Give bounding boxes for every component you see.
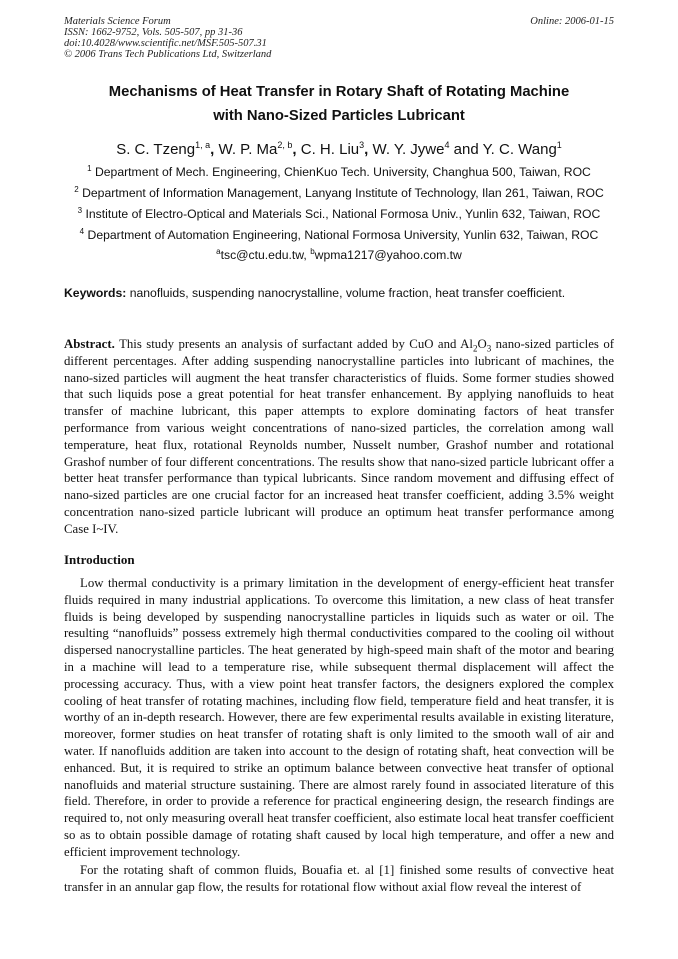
- running-header-left: [64, 16, 394, 60]
- section-heading-introduction: Introduction: [64, 552, 135, 567]
- affiliation-4: [30, 227, 648, 243]
- email-sup: a: [216, 246, 221, 256]
- keywords-text: nanofluids, suspending nanocrystalline, volume fraction, heat transfer coefficient.: [129, 286, 566, 300]
- affiliation-number: 3: [77, 205, 83, 215]
- affiliation-number: 1: [87, 163, 92, 173]
- affiliation-text: Department of Automation Engineering, National Formosa University, Yunlin 632, Taiwan, ROC: [87, 228, 599, 242]
- intro-paragraph-1: Low thermal conductivity is a primary limitation in the development of energy-efficient heat transfer fluids required in many industrial applications. To overcome this limitation, a new class of heat transfer fluids is being developed by suspending nanocrystalline particles in liquids such as water or oil. The resulting “nanofluids” possess extremely high thermal conductivities compared to the cooling oil without dispersed nanocrystalline particles. The heat generated by high-speed main shaft of the motor and bearing in a machine will lead to a temperature rise, while subsequent thermal displacement will affect the processing accuracy. Thus, with a view point heat transfer factors, the designers explored the complex cooling of heat transfer of rotating machines, including flow field, temperature field and heat transfer, it is worthy of an in-depth research. However, there are few experimental results available in existing literature, moreover, former studies on heat transfer of rotating shaft is only limited to the smooth wall of air and water. If nanofluids addition are taken into account to the design of rotating shaft, heat convection will be enhanced. But, it is required to strike an optimum balance between convective heat transfer of optional nanofluids and material structure sustaining. There are almost rarely found in associated literature of this field. Therefore, in order to provide a reference for practical engineering design, the research findings are required to, not only measuring overall heat transfer coefficient, also estimate local heat transfer coefficient so as to obtain possible damage of rotating shaft caused by local high temperature, and offer a new and efficient improvement technology.: [64, 576, 614, 859]
- author-affil-sup: 2, b: [277, 140, 293, 150]
- author-affil-sup: 1: [556, 140, 562, 150]
- keywords: [64, 286, 624, 300]
- author-separator: ,: [292, 141, 301, 158]
- intro-paragraph-2: For the rotating shaft of common fluids, Bouafia et. al [1] finished some results of convective heat transfer in an annular gap flow, the results for rotational flow without axial flow reveal the interest of: [64, 863, 614, 894]
- issn-line: ISSN: 1662-9752, Vols. 505-507, pp 31-36: [64, 27, 243, 38]
- author-affil-sup: 1, a: [195, 140, 211, 150]
- online-date: Online: 2006-01-15: [530, 16, 614, 27]
- abstract-text-rest: nano-sized particles of different percentages. After adding suspending nanocrystalline particles into lubricant of machines, the nano-sized particles will augment the heat transfer characteristics of fluids. Some former studies showed that such liquids pose a great potential for heat transfer enhancement. By applying nanofluids to heat transfer of machine lubricant, this paper attempts to explore dominating factors of heat transfer performance from various weight concentrations of nano-sized particles, the correlation among wall temperature, heat flux, rotational Reynolds number, Nusselt number, Grashof number and rotational Grashof number of four different concentrations. The results show that nano-sized particle lubricant offer a better heat transfer performance than typical lubricants. Since random movement and diffusing effect of nano-sized particles are one crucial factor for an increased heat transfer coefficient, adding 3.5% weight concentration nano-sized particle lubricant will produce an optimum heat transfer performance among Case I~IV.: [64, 337, 614, 536]
- email-line: $^a$tsc@ctu.edu.tw, $^b$wpma1217@yahoo.com.tw: [216, 246, 462, 262]
- author-separator: ,: [364, 141, 373, 158]
- journal-name: Materials Science Forum: [64, 16, 171, 27]
- affiliation-3: [30, 206, 648, 222]
- author-separator: ,: [210, 141, 219, 158]
- title-line-2: with Nano-Sized Particles Lubricant: [213, 108, 465, 124]
- author-separator: and: [449, 141, 483, 158]
- abstract-label: Abstract.: [64, 337, 115, 351]
- doi-line[interactable]: doi:10.4028/www.scientific.net/MSF.505-507.31: [64, 38, 267, 49]
- affiliation-number: 2: [74, 184, 79, 194]
- abstract-text-start: This study presents an analysis of surfactant added by CuO and Al: [119, 337, 473, 351]
- affiliation-text: Department of Mech. Engineering, ChienKuo Tech. University, Changhua 500, Taiwan, ROC: [94, 165, 591, 179]
- paper-title: [60, 80, 618, 128]
- email-link-a[interactable]: tsc@ctu.edu.tw: [220, 248, 304, 262]
- title-line-1: Mechanisms of Heat Transfer in Rotary Shaft of Rotating Machine: [108, 84, 570, 100]
- author-list: [40, 140, 638, 160]
- affiliation-text: Department of Information Management, Lanyang Institute of Technology, Ilan 261, Taiwan, ROC: [82, 186, 604, 200]
- author-name: W. P. Ma: [218, 141, 278, 158]
- affiliation-text: Institute of Electro-Optical and Materials Sci., National Formosa Univ., Yunlin 632, Taiwan, ROC: [85, 207, 601, 221]
- affiliation-1: [30, 164, 648, 180]
- author-name: C. H. Liu: [300, 141, 360, 158]
- author-affil-sup: 4: [444, 140, 450, 150]
- author-affil-sup: 3: [359, 140, 365, 150]
- abstract-subscript: 2: [472, 343, 478, 354]
- author-name: W. Y. Jywe: [372, 141, 445, 158]
- email-link-b[interactable]: wpma1217@yahoo.com.tw: [314, 248, 462, 262]
- abstract-subscript: 3: [486, 343, 492, 354]
- copyright-line: © 2006 Trans Tech Publications Ltd, Switzerland: [64, 49, 272, 60]
- affiliation-number: 4: [79, 226, 85, 236]
- affiliation-2: [30, 185, 648, 201]
- email-sup: b: [310, 246, 315, 256]
- author-name: Y. C. Wang: [482, 141, 557, 158]
- abstract-text-oxygen: O: [477, 337, 487, 351]
- keywords-label: Keywords:: [64, 286, 127, 300]
- author-name: S. C. Tzeng: [116, 141, 196, 158]
- abstract: [64, 336, 614, 538]
